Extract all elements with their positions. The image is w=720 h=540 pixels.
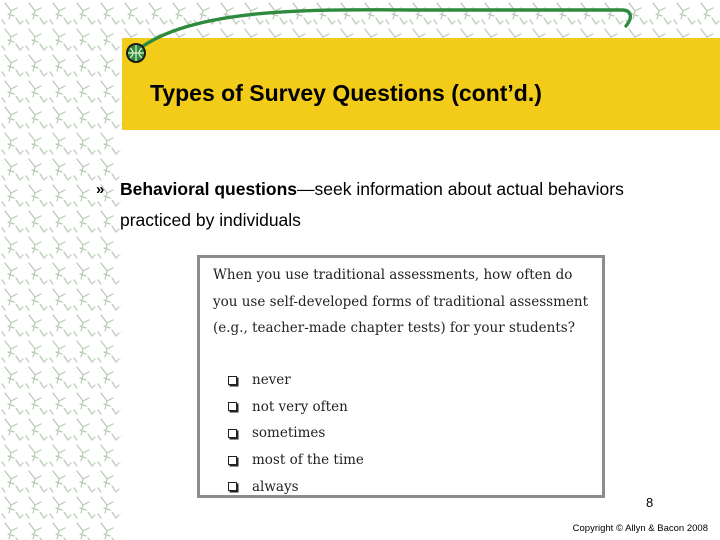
question-example-box bbox=[197, 255, 605, 498]
globe-icon bbox=[126, 43, 146, 63]
answer-option bbox=[228, 473, 364, 500]
checkbox-icon bbox=[228, 482, 237, 491]
answer-options bbox=[228, 367, 364, 500]
bullet-point bbox=[96, 174, 656, 236]
checkbox-icon bbox=[228, 429, 237, 438]
bullet-term: Behavioral questions bbox=[120, 179, 297, 199]
bullet-description: —seek information about actual behaviors practiced by individuals bbox=[120, 179, 624, 230]
option-label: never bbox=[252, 372, 291, 389]
page-number: 8 bbox=[646, 495, 654, 510]
checkbox-icon bbox=[228, 376, 237, 385]
slide-title: Types of Survey Questions (cont’d.) bbox=[150, 80, 542, 106]
option-label: not very often bbox=[252, 398, 348, 415]
option-label: most of the time bbox=[252, 452, 364, 469]
copyright-notice: Copyright © Allyn & Bacon 2008 bbox=[572, 523, 708, 534]
answer-option bbox=[228, 367, 364, 394]
survey-question: When you use traditional assessments, how often do you use self-developed forms of traditional assessment (e.g., teacher-made chapter tests) for your students? bbox=[213, 267, 588, 336]
answer-option bbox=[228, 447, 364, 474]
checkbox-icon bbox=[228, 402, 237, 411]
answer-option bbox=[228, 420, 364, 447]
option-label: sometimes bbox=[252, 425, 326, 442]
option-label: always bbox=[252, 478, 299, 495]
checkbox-icon bbox=[228, 456, 237, 465]
answer-option bbox=[228, 394, 364, 421]
decorative-swoosh bbox=[0, 0, 720, 80]
bullet-marker: » bbox=[96, 181, 105, 198]
